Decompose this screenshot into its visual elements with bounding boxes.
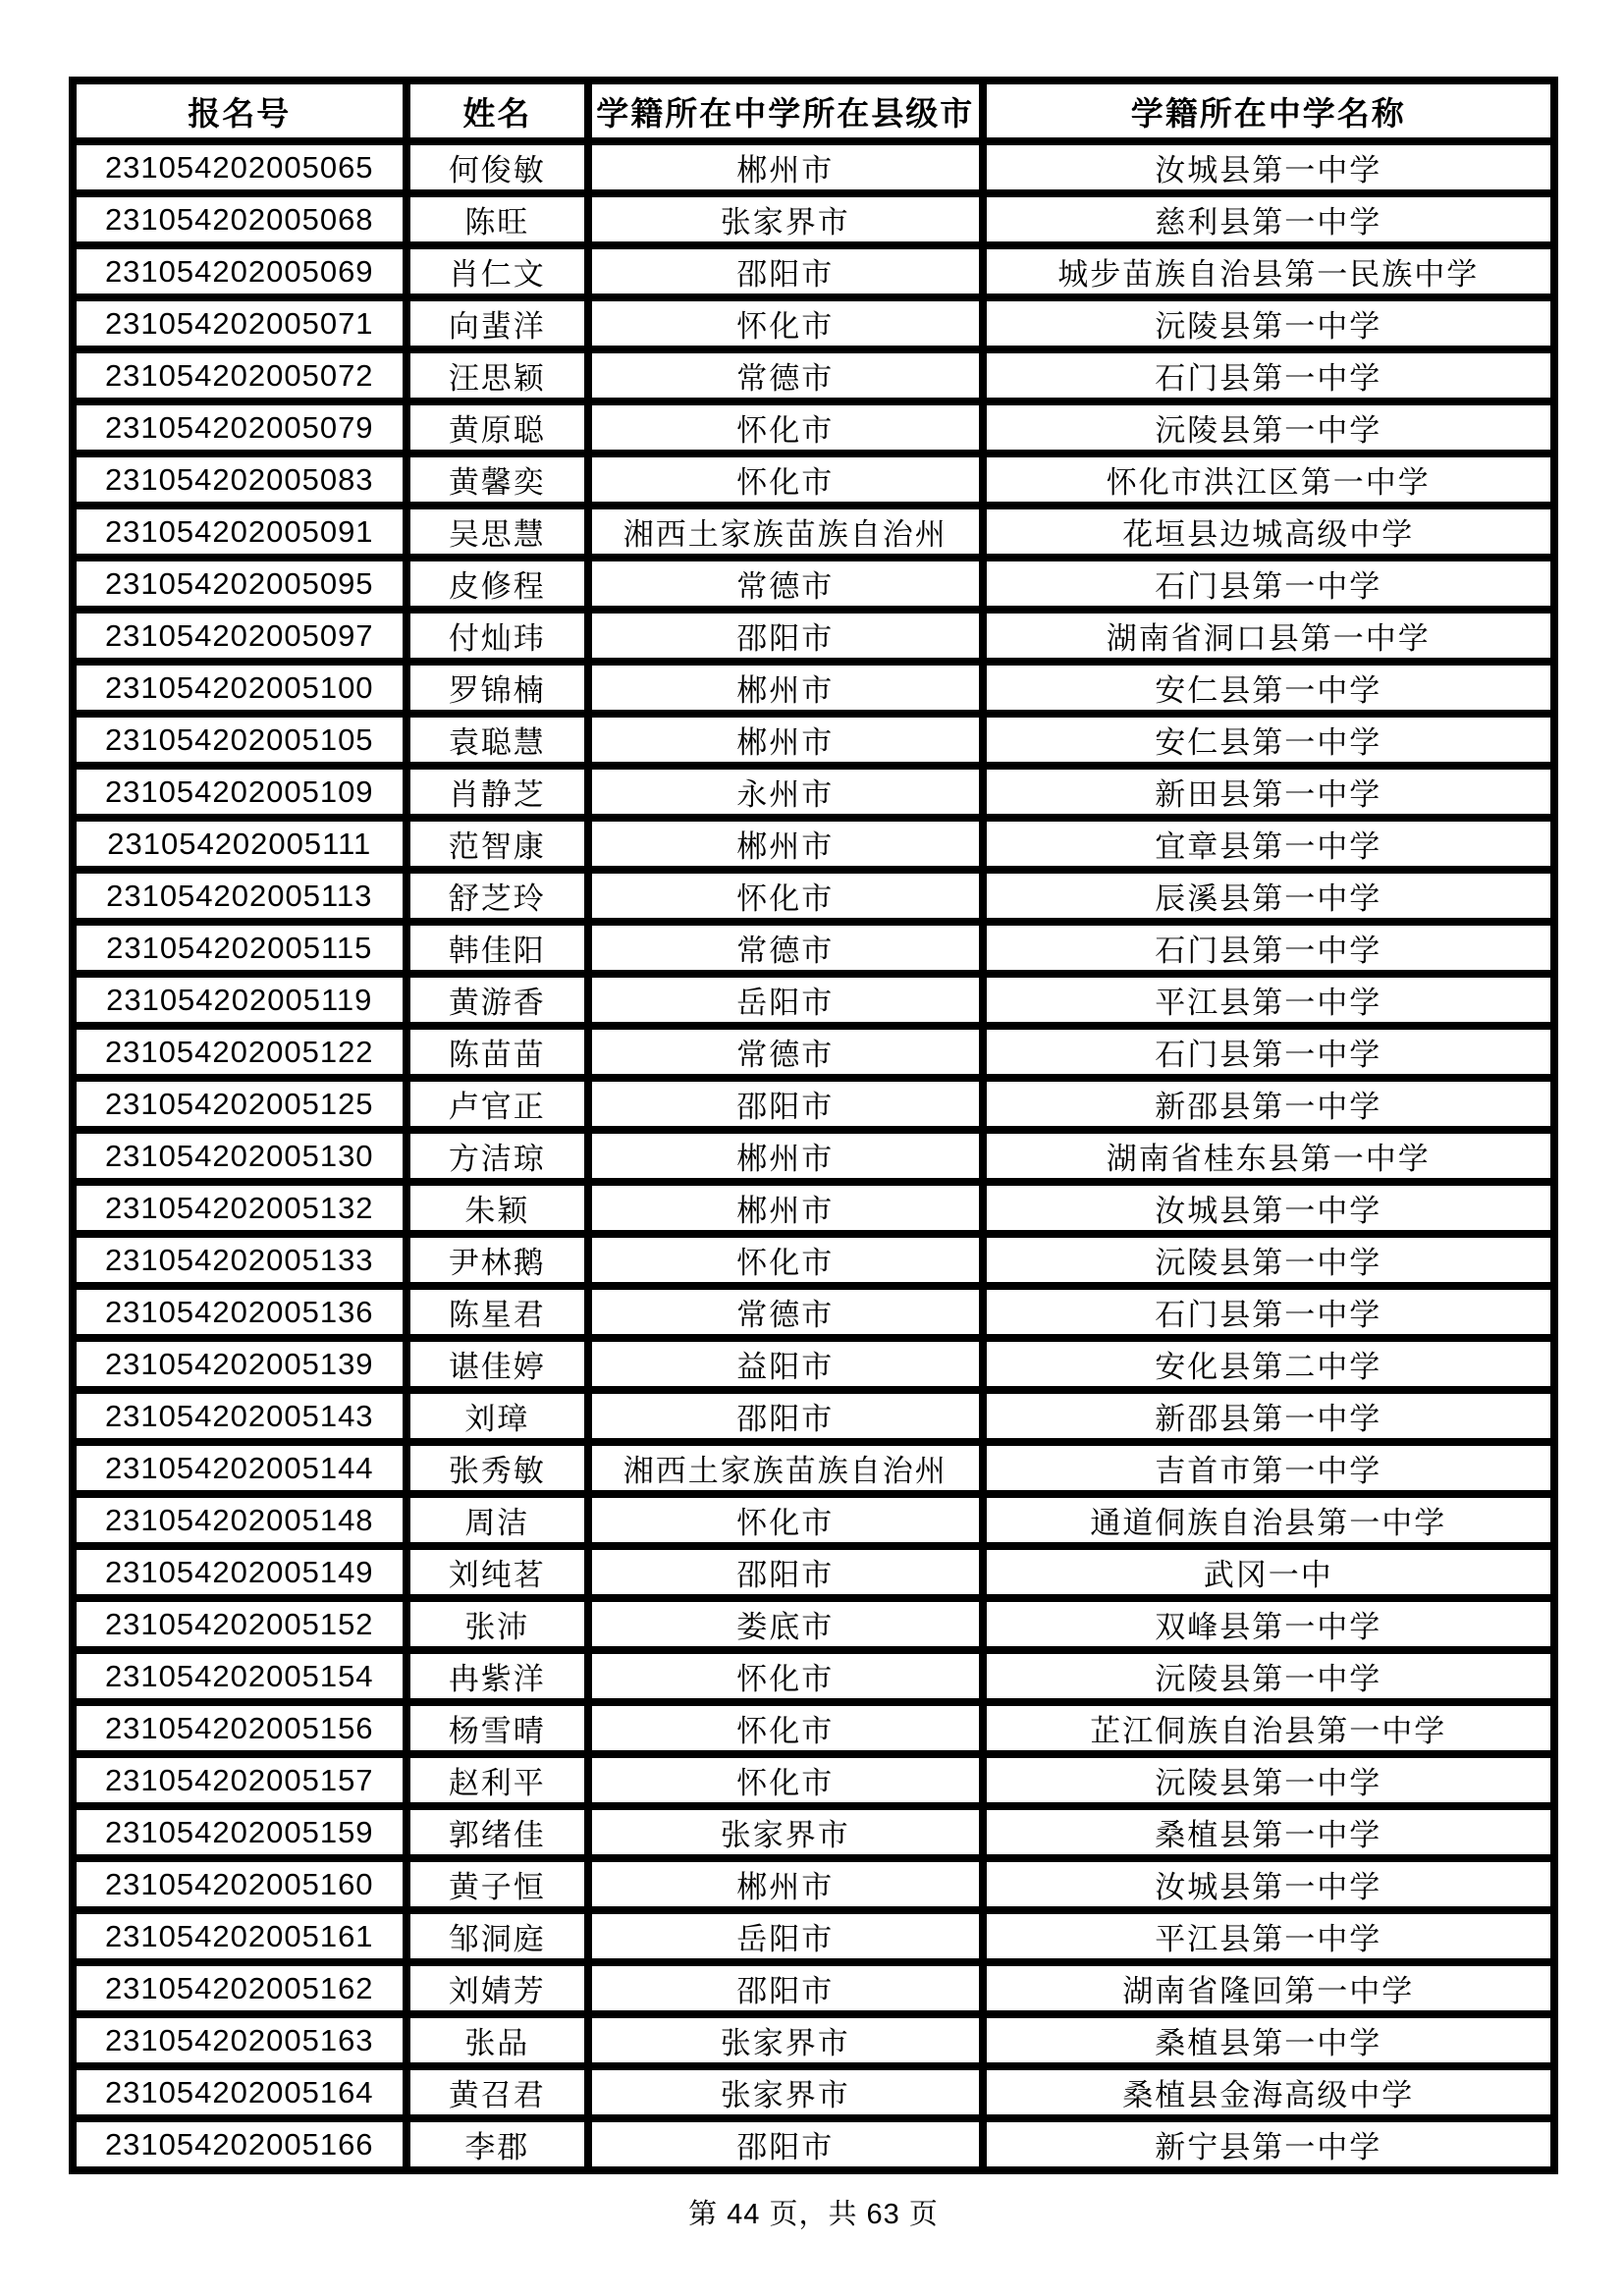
school-city-cell: 娄底市	[588, 1598, 982, 1650]
school-name-cell: 芷江侗族自治县第一中学	[983, 1702, 1555, 1754]
name-cell: 陈星君	[406, 1286, 589, 1338]
reg-number-cell: 231054202005139	[73, 1338, 406, 1390]
school-city-cell: 张家界市	[588, 1806, 982, 1858]
school-city-cell: 张家界市	[588, 2014, 982, 2066]
name-cell: 张品	[406, 2014, 589, 2066]
school-city-cell: 邵阳市	[588, 1078, 982, 1130]
table-row	[73, 1962, 1554, 2014]
table-row	[73, 1234, 1554, 1286]
table-row	[73, 141, 1554, 193]
name-cell: 付灿玮	[406, 610, 589, 662]
name-cell: 朱颖	[406, 1182, 589, 1234]
table-row	[73, 558, 1554, 610]
school-name-cell: 慈利县第一中学	[983, 193, 1555, 245]
reg-number-cell: 231054202005132	[73, 1182, 406, 1234]
table-row	[73, 1078, 1554, 1130]
school-name-cell: 宜章县第一中学	[983, 818, 1555, 870]
reg-number-cell: 231054202005143	[73, 1390, 406, 1442]
name-cell: 黄子恒	[406, 1858, 589, 1910]
name-cell: 杨雪晴	[406, 1702, 589, 1754]
name-cell: 赵利平	[406, 1754, 589, 1806]
table-row	[73, 1910, 1554, 1962]
school-city-cell: 怀化市	[588, 1702, 982, 1754]
reg-number-cell: 231054202005159	[73, 1806, 406, 1858]
school-city-cell: 常德市	[588, 558, 982, 610]
student-roster-table	[69, 77, 1558, 2174]
table-row	[73, 401, 1554, 454]
school-city-cell: 岳阳市	[588, 1910, 982, 1962]
school-city-cell: 常德市	[588, 1286, 982, 1338]
school-city-cell: 张家界市	[588, 2066, 982, 2118]
table-row	[73, 2066, 1554, 2118]
school-city-cell: 怀化市	[588, 1494, 982, 1546]
name-cell: 汪思颖	[406, 349, 589, 401]
school-city-cell: 邵阳市	[588, 245, 982, 297]
school-city-cell: 邵阳市	[588, 1390, 982, 1442]
table-row	[73, 610, 1554, 662]
table-row	[73, 870, 1554, 922]
table-row	[73, 245, 1554, 297]
school-city-cell: 常德市	[588, 349, 982, 401]
school-city-cell: 张家界市	[588, 193, 982, 245]
reg-number-cell: 231054202005130	[73, 1130, 406, 1182]
name-cell: 刘纯茗	[406, 1546, 589, 1598]
table-row	[73, 662, 1554, 714]
table-row	[73, 2118, 1554, 2170]
school-name-cell: 武冈一中	[983, 1546, 1555, 1598]
school-city-cell: 郴州市	[588, 818, 982, 870]
table-row	[73, 922, 1554, 974]
table-row	[73, 1806, 1554, 1858]
school-name-cell: 石门县第一中学	[983, 558, 1555, 610]
school-name-cell: 汝城县第一中学	[983, 141, 1555, 193]
school-name-cell: 湖南省桂东县第一中学	[983, 1130, 1555, 1182]
school-name-cell: 新宁县第一中学	[983, 2118, 1555, 2170]
school-city-cell: 怀化市	[588, 454, 982, 506]
header-name: 姓名	[406, 80, 589, 141]
name-cell: 黄馨奕	[406, 454, 589, 506]
reg-number-cell: 231054202005157	[73, 1754, 406, 1806]
table-row	[73, 1442, 1554, 1494]
name-cell: 黄召君	[406, 2066, 589, 2118]
name-cell: 皮修程	[406, 558, 589, 610]
name-cell: 黄原聪	[406, 401, 589, 454]
reg-number-cell: 231054202005065	[73, 141, 406, 193]
reg-number-cell: 231054202005069	[73, 245, 406, 297]
reg-number-cell: 231054202005097	[73, 610, 406, 662]
table-row	[73, 297, 1554, 349]
school-name-cell: 新田县第一中学	[983, 766, 1555, 818]
school-name-cell: 汝城县第一中学	[983, 1182, 1555, 1234]
table-row	[73, 1182, 1554, 1234]
reg-number-cell: 231054202005144	[73, 1442, 406, 1494]
reg-number-cell: 231054202005160	[73, 1858, 406, 1910]
school-name-cell: 新邵县第一中学	[983, 1390, 1555, 1442]
reg-number-cell: 231054202005149	[73, 1546, 406, 1598]
school-name-cell: 平江县第一中学	[983, 1910, 1555, 1962]
school-name-cell: 沅陵县第一中学	[983, 297, 1555, 349]
name-cell: 李郡	[406, 2118, 589, 2170]
table-row	[73, 1754, 1554, 1806]
table-row	[73, 766, 1554, 818]
name-cell: 罗锦楠	[406, 662, 589, 714]
school-name-cell: 安仁县第一中学	[983, 714, 1555, 766]
school-city-cell: 郴州市	[588, 1130, 982, 1182]
reg-number-cell: 231054202005125	[73, 1078, 406, 1130]
name-cell: 陈苗苗	[406, 1026, 589, 1078]
school-city-cell: 邵阳市	[588, 610, 982, 662]
name-cell: 刘婧芳	[406, 1962, 589, 2014]
reg-number-cell: 231054202005162	[73, 1962, 406, 2014]
school-city-cell: 郴州市	[588, 714, 982, 766]
table-row	[73, 1494, 1554, 1546]
table-row	[73, 1130, 1554, 1182]
page-number-footer: 第 44 页，共 63 页	[688, 2199, 939, 2230]
table-row	[73, 974, 1554, 1026]
school-city-cell: 怀化市	[588, 1234, 982, 1286]
reg-number-cell: 231054202005071	[73, 297, 406, 349]
school-name-cell: 平江县第一中学	[983, 974, 1555, 1026]
school-city-cell: 常德市	[588, 922, 982, 974]
school-city-cell: 邵阳市	[588, 1546, 982, 1598]
school-city-cell: 郴州市	[588, 662, 982, 714]
reg-number-cell: 231054202005136	[73, 1286, 406, 1338]
reg-number-cell: 231054202005163	[73, 2014, 406, 2066]
table-row	[73, 1650, 1554, 1702]
school-name-cell: 汝城县第一中学	[983, 1858, 1555, 1910]
reg-number-cell: 231054202005119	[73, 974, 406, 1026]
name-cell: 张沛	[406, 1598, 589, 1650]
table-row	[73, 2014, 1554, 2066]
reg-number-cell: 231054202005109	[73, 766, 406, 818]
name-cell: 何俊敏	[406, 141, 589, 193]
reg-number-cell: 231054202005115	[73, 922, 406, 974]
school-name-cell: 城步苗族自治县第一民族中学	[983, 245, 1555, 297]
name-cell: 冉紫洋	[406, 1650, 589, 1702]
reg-number-cell: 231054202005154	[73, 1650, 406, 1702]
school-name-cell: 沅陵县第一中学	[983, 401, 1555, 454]
name-cell: 邹洞庭	[406, 1910, 589, 1962]
school-city-cell: 岳阳市	[588, 974, 982, 1026]
table-row	[73, 1390, 1554, 1442]
reg-number-cell: 231054202005105	[73, 714, 406, 766]
name-cell: 吴思慧	[406, 506, 589, 558]
school-city-cell: 怀化市	[588, 1754, 982, 1806]
reg-number-cell: 231054202005164	[73, 2066, 406, 2118]
table-row	[73, 1702, 1554, 1754]
reg-number-cell: 231054202005156	[73, 1702, 406, 1754]
name-cell: 韩佳阳	[406, 922, 589, 974]
header-school-city: 学籍所在中学所在县级市	[588, 80, 982, 141]
school-name-cell: 安仁县第一中学	[983, 662, 1555, 714]
reg-number-cell: 231054202005072	[73, 349, 406, 401]
reg-number-cell: 231054202005083	[73, 454, 406, 506]
school-city-cell: 郴州市	[588, 1858, 982, 1910]
table-row	[73, 1598, 1554, 1650]
name-cell: 袁聪慧	[406, 714, 589, 766]
table-row	[73, 818, 1554, 870]
reg-number-cell: 231054202005111	[73, 818, 406, 870]
name-cell: 范智康	[406, 818, 589, 870]
school-name-cell: 沅陵县第一中学	[983, 1754, 1555, 1806]
reg-number-cell: 231054202005100	[73, 662, 406, 714]
name-cell: 张秀敏	[406, 1442, 589, 1494]
name-cell: 刘璋	[406, 1390, 589, 1442]
school-name-cell: 桑植县第一中学	[983, 1806, 1555, 1858]
school-city-cell: 怀化市	[588, 870, 982, 922]
reg-number-cell: 231054202005133	[73, 1234, 406, 1286]
school-name-cell: 湖南省隆回第一中学	[983, 1962, 1555, 2014]
table-row	[73, 506, 1554, 558]
school-city-cell: 怀化市	[588, 297, 982, 349]
reg-number-cell: 231054202005113	[73, 870, 406, 922]
school-name-cell: 安化县第二中学	[983, 1338, 1555, 1390]
header-school-name: 学籍所在中学名称	[983, 80, 1555, 141]
name-cell: 肖仁文	[406, 245, 589, 297]
name-cell: 周洁	[406, 1494, 589, 1546]
school-city-cell: 郴州市	[588, 141, 982, 193]
school-city-cell: 郴州市	[588, 1182, 982, 1234]
school-name-cell: 桑植县第一中学	[983, 2014, 1555, 2066]
school-name-cell: 石门县第一中学	[983, 1286, 1555, 1338]
reg-number-cell: 231054202005095	[73, 558, 406, 610]
name-cell: 尹林鹅	[406, 1234, 589, 1286]
school-name-cell: 通道侗族自治县第一中学	[983, 1494, 1555, 1546]
school-name-cell: 辰溪县第一中学	[983, 870, 1555, 922]
table-row	[73, 454, 1554, 506]
name-cell: 谌佳婷	[406, 1338, 589, 1390]
table-row	[73, 193, 1554, 245]
name-cell: 郭绪佳	[406, 1806, 589, 1858]
name-cell: 方洁琼	[406, 1130, 589, 1182]
school-name-cell: 湖南省洞口县第一中学	[983, 610, 1555, 662]
reg-number-cell: 231054202005068	[73, 193, 406, 245]
school-name-cell: 吉首市第一中学	[983, 1442, 1555, 1494]
school-name-cell: 沅陵县第一中学	[983, 1650, 1555, 1702]
name-cell: 卢官正	[406, 1078, 589, 1130]
table-row	[73, 349, 1554, 401]
school-name-cell: 桑植县金海高级中学	[983, 2066, 1555, 2118]
table-row	[73, 1546, 1554, 1598]
reg-number-cell: 231054202005079	[73, 401, 406, 454]
school-city-cell: 益阳市	[588, 1338, 982, 1390]
reg-number-cell: 231054202005122	[73, 1026, 406, 1078]
school-city-cell: 怀化市	[588, 401, 982, 454]
reg-number-cell: 231054202005166	[73, 2118, 406, 2170]
school-name-cell: 双峰县第一中学	[983, 1598, 1555, 1650]
reg-number-cell: 231054202005148	[73, 1494, 406, 1546]
school-name-cell: 石门县第一中学	[983, 922, 1555, 974]
reg-number-cell: 231054202005152	[73, 1598, 406, 1650]
school-city-cell: 湘西土家族苗族自治州	[588, 1442, 982, 1494]
reg-number-cell: 231054202005091	[73, 506, 406, 558]
school-name-cell: 怀化市洪江区第一中学	[983, 454, 1555, 506]
table-row	[73, 1338, 1554, 1390]
header-row	[73, 80, 1554, 141]
school-city-cell: 邵阳市	[588, 1962, 982, 2014]
table-row	[73, 714, 1554, 766]
school-name-cell: 沅陵县第一中学	[983, 1234, 1555, 1286]
name-cell: 舒芝玲	[406, 870, 589, 922]
reg-number-cell: 231054202005161	[73, 1910, 406, 1962]
school-name-cell: 石门县第一中学	[983, 349, 1555, 401]
school-name-cell: 石门县第一中学	[983, 1026, 1555, 1078]
school-city-cell: 常德市	[588, 1026, 982, 1078]
school-name-cell: 花垣县边城高级中学	[983, 506, 1555, 558]
school-city-cell: 邵阳市	[588, 2118, 982, 2170]
school-city-cell: 永州市	[588, 766, 982, 818]
name-cell: 肖静芝	[406, 766, 589, 818]
table-row	[73, 1858, 1554, 1910]
name-cell: 黄游香	[406, 974, 589, 1026]
name-cell: 向蜚洋	[406, 297, 589, 349]
school-city-cell: 湘西土家族苗族自治州	[588, 506, 982, 558]
header-reg-number: 报名号	[73, 80, 406, 141]
school-city-cell: 怀化市	[588, 1650, 982, 1702]
name-cell: 陈旺	[406, 193, 589, 245]
table-row	[73, 1026, 1554, 1078]
table-row	[73, 1286, 1554, 1338]
school-name-cell: 新邵县第一中学	[983, 1078, 1555, 1130]
